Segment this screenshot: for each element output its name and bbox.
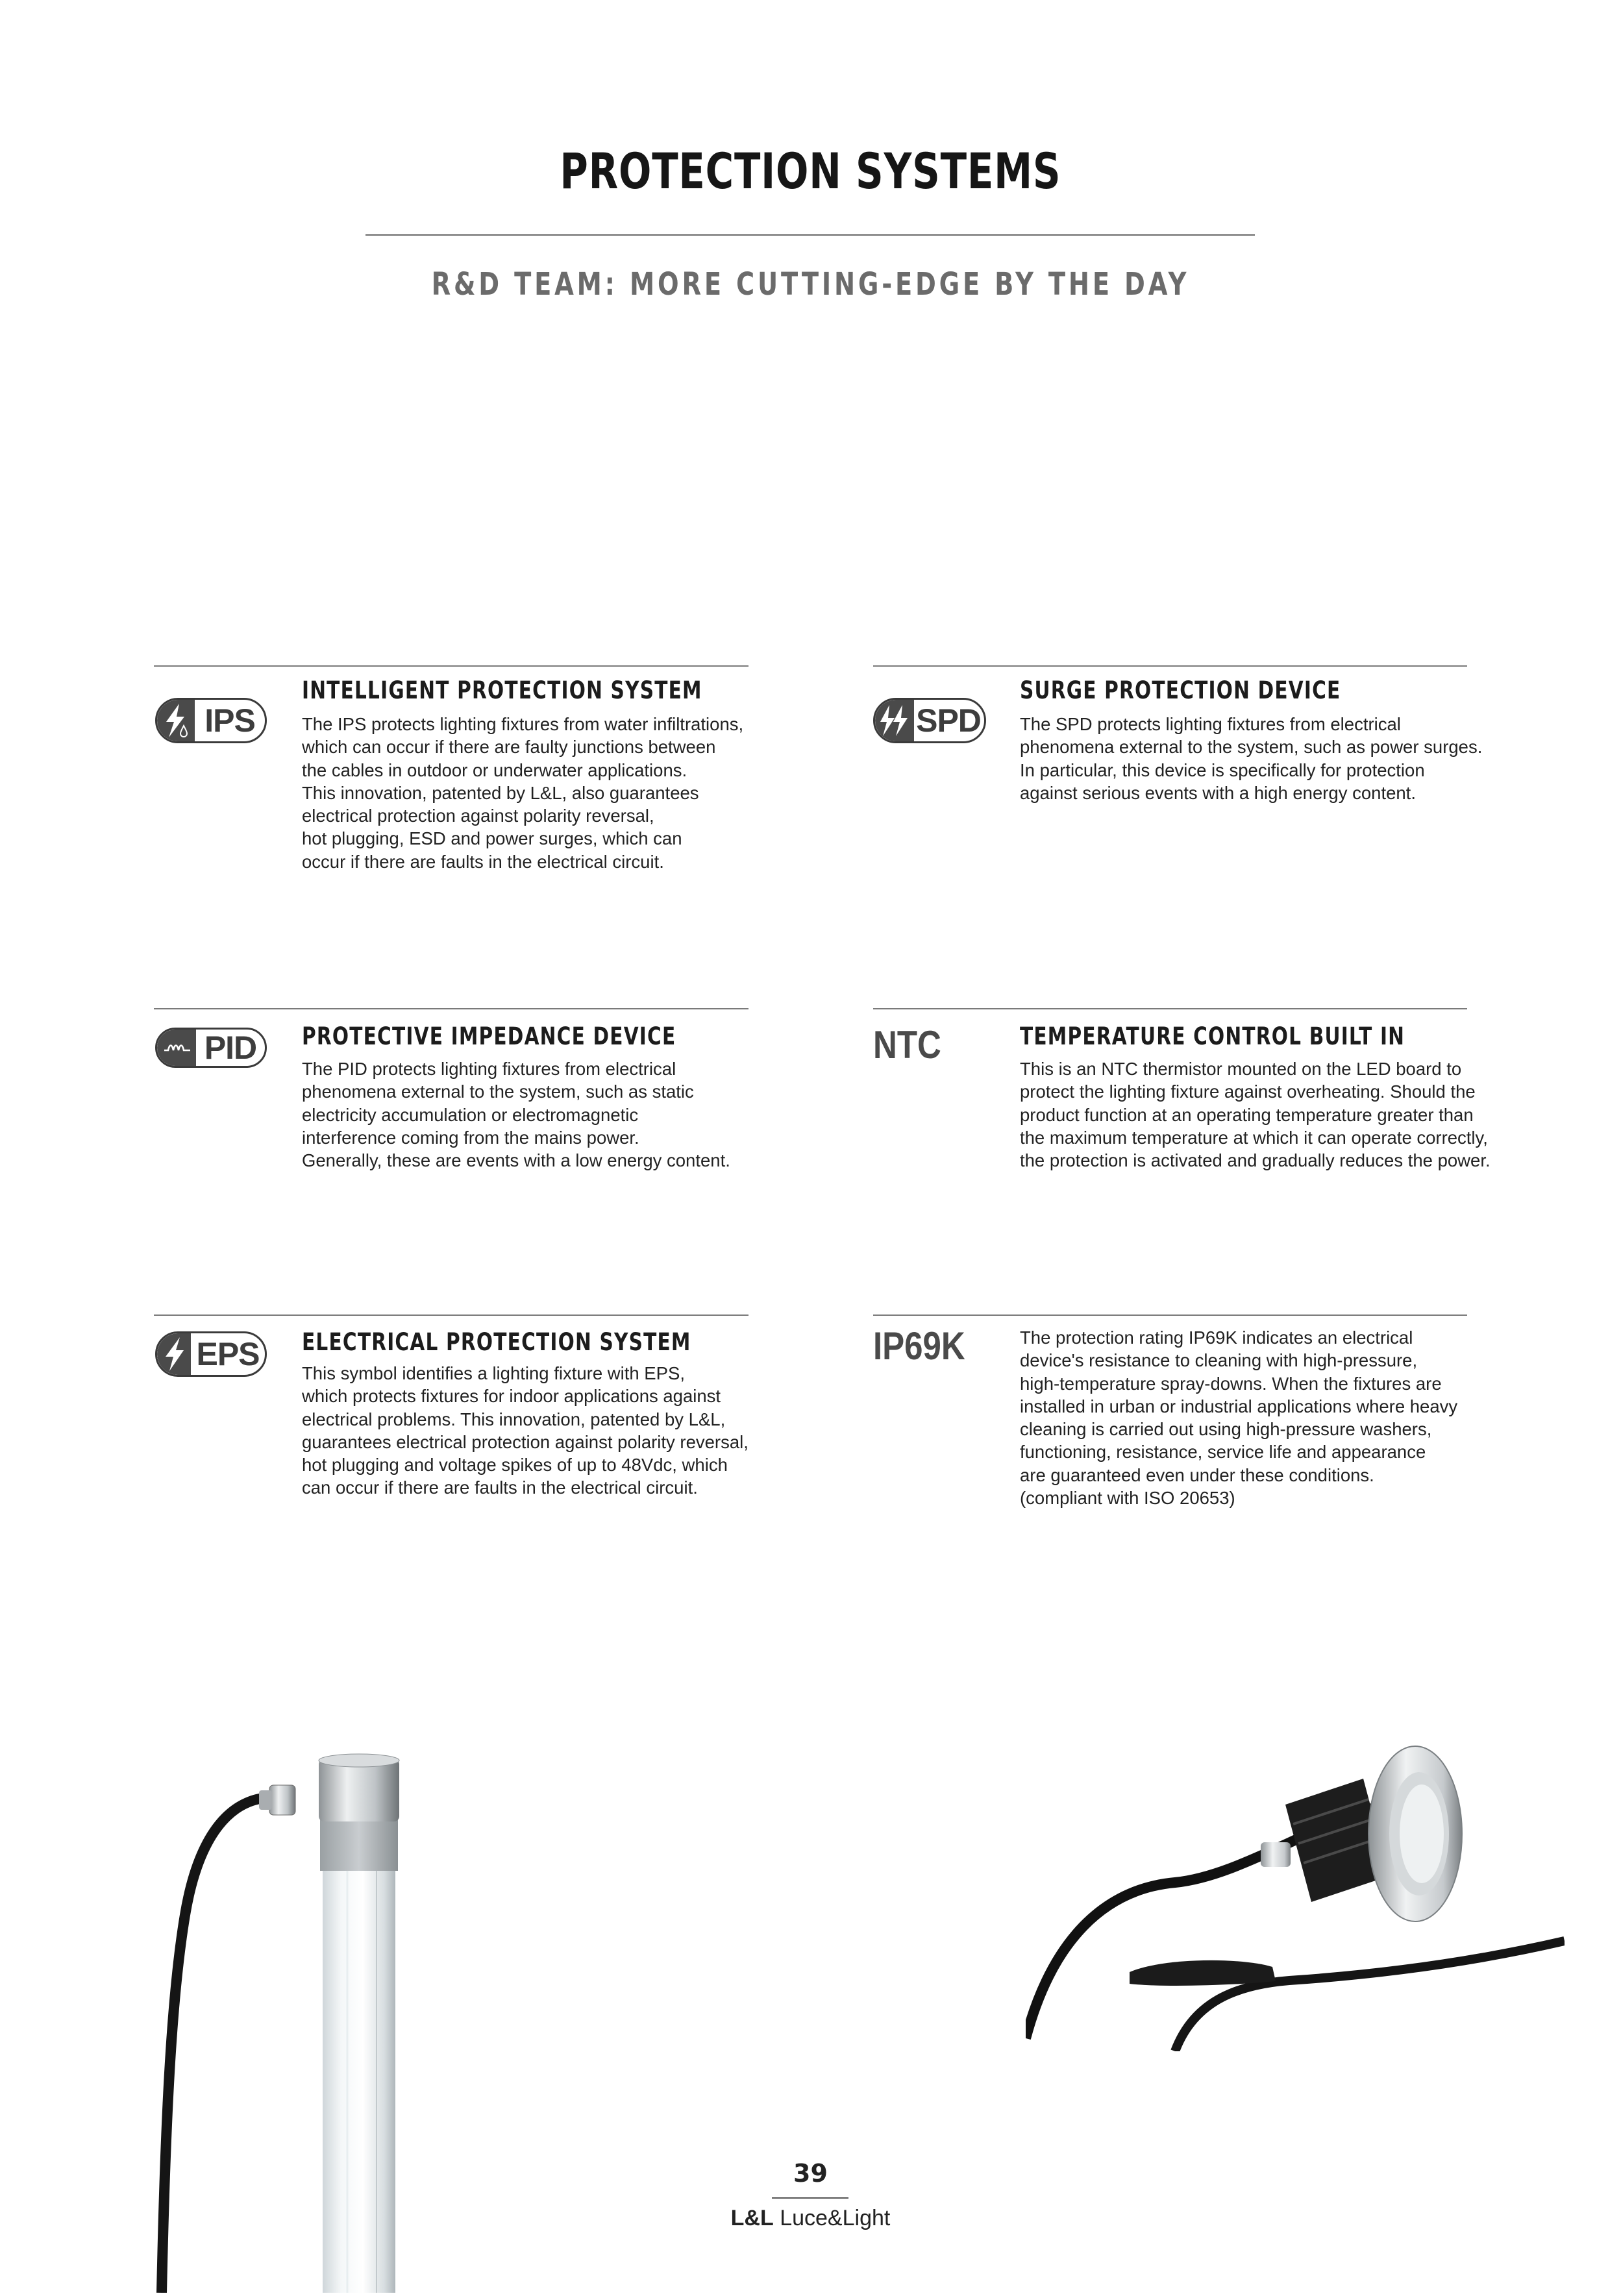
brand-name: Luce&Light [780, 2206, 891, 2230]
page-number: 39 [793, 2159, 828, 2188]
feature-title: INTELLIGENT PROTECTION SYSTEM [302, 676, 702, 704]
feature-title: SURGE PROTECTION DEVICE [1020, 676, 1341, 704]
ntc-label: NTC [873, 1023, 941, 1067]
page-title: PROTECTION SYSTEMS [560, 142, 1061, 200]
ips-badge: IPS [155, 698, 267, 743]
feature-description: This symbol identifies a lighting fixture with EPS, which protects fixtures for indoor applications against electrical problems. This innovation, patented by L&L, guarantees electrical protection against polarity reversal, hot plugging and voltage spikes of up to 48Vdc, which can occur if there are faults in the electrical circuit. [302, 1363, 749, 1498]
feature-description: The IPS protects lighting fixtures from water infiltrations, which can occur if there are faulty junctions between the cables in outdoor or underwater applications. This innovation, patented by L&L, also guarantees electrical protection against polarity reversal, hot plugging, ESD and power surges, which can occur if there are faults in the electrical circuit. [302, 714, 744, 872]
feature-description: The PID protects lighting fixtures from electrical phenomena external to the system, such as static electricity accumulation or electromagnetic interference coming from the mains power. Generally, these are events with a low energy content. [302, 1059, 730, 1171]
double-lightning-icon [876, 700, 914, 741]
pid-badge: PID [155, 1028, 267, 1068]
lightning-drop-icon [160, 700, 193, 741]
feature-title: PROTECTIVE IMPEDANCE DEVICE [302, 1022, 676, 1050]
feature-description: The protection rating IP69K indicates an electrical device's resistance to cleaning with high-pressure, high-temperature spray-downs. When the fixtures are installed in urban or industrial applications where heavy cleaning is carried out using high-pressure washers, functioning, resistance, service life and appearance are guaranteed even under these conditions. (compliant with ISO 20653) [1020, 1327, 1458, 1509]
feature-divider [873, 1008, 1467, 1009]
feature-divider [873, 665, 1467, 667]
wave-icon [160, 1030, 195, 1066]
feature-title: TEMPERATURE CONTROL BUILT IN [1020, 1022, 1405, 1050]
footer-brand [0, 2206, 1621, 2231]
feature-description: The SPD protects lighting fixtures from electrical phenomena external to the system, such as power surges. In particular, this device is specifically for protection against serious events with a high energy content. [1020, 714, 1483, 803]
ip69k-label: IP69K [873, 1324, 965, 1368]
recessed-spotlight-photo [1026, 1727, 1565, 2051]
feature-divider [154, 1008, 749, 1009]
brand-logo: L&L [730, 2206, 774, 2230]
footer-divider [772, 2197, 848, 2199]
feature-divider [873, 1315, 1467, 1316]
lightning-icon [160, 1333, 190, 1375]
feature-description: This is an NTC thermistor mounted on the LED board to protect the lighting fixture against overheating. Should the product function at an operating temperature greater than the maximum temperature at which it can operate correctly, the protection is activated and gradually reduces the power. [1020, 1059, 1491, 1171]
page-subtitle: R&D TEAM: MORE CUTTING-EDGE BY THE DAY [431, 266, 1190, 302]
eps-badge: EPS [155, 1331, 267, 1377]
feature-divider [154, 1315, 749, 1316]
title-divider [365, 234, 1255, 236]
spd-badge: SPD [873, 698, 986, 743]
feature-title: ELECTRICAL PROTECTION SYSTEM [302, 1328, 691, 1356]
feature-divider [154, 665, 749, 667]
